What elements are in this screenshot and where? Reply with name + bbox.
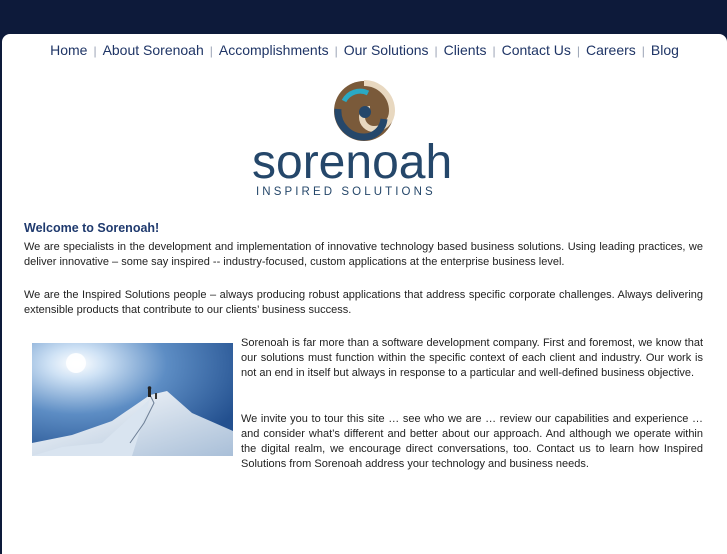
nav-accomplishments[interactable]: Accomplishments <box>218 42 329 58</box>
nav-separator: | <box>209 44 213 58</box>
intro-paragraph: We are specialists in the development and implementation of innovative technology based business solutions. Using leading practices, we deliver innovative – some say inspired -- industry-focused, custom applications at the enterprise business level. <box>24 241 703 268</box>
logo-wordmark: sorenoah <box>252 136 453 189</box>
company-paragraph: Sorenoah is far more than a software development company. First and foremost, we know that our solutions must function within the specific context of each client and industry. Our work is not an end in itself but always in response to a particular and well-defined business objective. <box>241 337 703 379</box>
nav-separator: | <box>576 44 580 58</box>
mountain-climber-image <box>32 343 233 456</box>
nav-separator: | <box>93 44 97 58</box>
company-logo[interactable] <box>248 79 488 199</box>
nav-home[interactable]: Home <box>50 42 88 58</box>
inspired-paragraph: We are the Inspired Solutions people – always producing robust applications that address specific corporate challenges. Always delivering extensible products that contribute to our clients’ business success. <box>24 289 703 316</box>
page-title: Welcome to Sorenoah! <box>24 221 160 235</box>
top-navigation <box>2 42 727 58</box>
nav-separator: | <box>434 44 438 58</box>
page-container <box>2 34 727 554</box>
nav-solutions[interactable]: Our Solutions <box>343 42 429 58</box>
nav-about[interactable]: About Sorenoah <box>102 42 204 58</box>
logo-tagline: INSPIRED SOLUTIONS <box>256 186 436 198</box>
swirl-logo-icon <box>248 79 488 144</box>
nav-blog[interactable]: Blog <box>650 42 679 58</box>
nav-separator: | <box>334 44 338 58</box>
nav-contact[interactable]: Contact Us <box>501 42 571 58</box>
nav-clients[interactable]: Clients <box>443 42 487 58</box>
nav-careers[interactable]: Careers <box>585 42 636 58</box>
invite-paragraph: We invite you to tour this site … see who we are … review our capabilities and experience … and consider what’s different and better about our approach. And although we operate within the digital realm, we encourage direct conversations, too. Contact us to learn how Inspired Solutions from Sorenoah address your technology and business needs. <box>241 413 703 470</box>
nav-separator: | <box>641 44 645 58</box>
nav-separator: | <box>492 44 496 58</box>
